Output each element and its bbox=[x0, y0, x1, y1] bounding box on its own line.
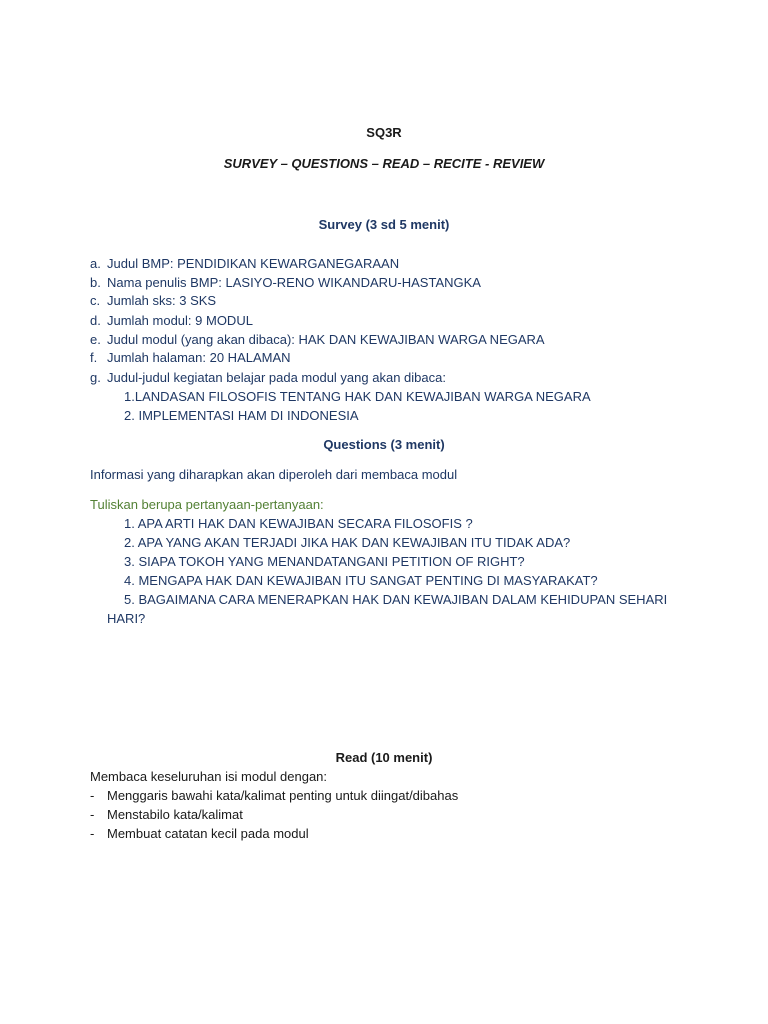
read-bullet: - bbox=[90, 788, 95, 803]
survey-heading: Survey (3 sd 5 menit) bbox=[318, 217, 450, 232]
survey-item-marker: e. bbox=[90, 332, 101, 347]
survey-item-marker: d. bbox=[90, 313, 101, 328]
survey-item-marker: g. bbox=[90, 370, 101, 385]
read-bullet: - bbox=[90, 807, 95, 822]
survey-item-marker: b. bbox=[90, 275, 101, 290]
questions-prompt: Tuliskan berupa pertanyaan-pertanyaan: bbox=[90, 497, 324, 512]
read-heading: Read (10 menit) bbox=[335, 750, 433, 765]
survey-item-text: Jumlah halaman: 20 HALAMAN bbox=[107, 350, 291, 365]
question-item: 1. APA ARTI HAK DAN KEWAJIBAN SECARA FILOSOFIS ? bbox=[124, 516, 473, 531]
read-bullet: - bbox=[90, 826, 95, 841]
question-item: 4. MENGAPA HAK DAN KEWAJIBAN ITU SANGAT PENTING DI MASYARAKAT? bbox=[124, 573, 598, 588]
survey-subitem: 1.LANDASAN FILOSOFIS TENTANG HAK DAN KEWAJIBAN WARGA NEGARA bbox=[124, 389, 591, 404]
read-intro: Membaca keseluruhan isi modul dengan: bbox=[90, 769, 328, 784]
survey-item-text: Nama penulis BMP: LASIYO-RENO WIKANDARU-HASTANGKA bbox=[107, 275, 481, 290]
survey-item-text: Judul modul (yang akan dibaca): HAK DAN KEWAJIBAN WARGA NEGARA bbox=[107, 332, 545, 347]
questions-intro: Informasi yang diharapkan akan diperoleh dari membaca modul bbox=[90, 467, 458, 482]
survey-item-text: Judul BMP: PENDIDIKAN KEWARGANEGARAAN bbox=[107, 256, 400, 271]
survey-item-marker: c. bbox=[90, 293, 101, 308]
survey-subitem: 2. IMPLEMENTASI HAM DI INDONESIA bbox=[124, 408, 359, 423]
survey-item-text: Jumlah modul: 9 MODUL bbox=[107, 313, 253, 328]
survey-item-marker: a. bbox=[90, 256, 101, 271]
survey-item-text: Judul-judul kegiatan belajar pada modul yang akan dibaca: bbox=[107, 370, 446, 385]
read-item: Membuat catatan kecil pada modul bbox=[107, 826, 309, 841]
question-item-wrap: HARI? bbox=[107, 611, 146, 626]
document-subtitle: SURVEY – QUESTIONS – READ – RECITE - REVIEW bbox=[223, 156, 545, 171]
survey-item-text: Jumlah sks: 3 SKS bbox=[107, 293, 217, 308]
read-item: Menstabilo kata/kalimat bbox=[107, 807, 243, 822]
survey-item-marker: f. bbox=[90, 350, 98, 365]
question-item: 5. BAGAIMANA CARA MENERAPKAN HAK DAN KEWAJIBAN DALAM KEHIDUPAN SEHARI bbox=[124, 592, 668, 607]
question-item: 3. SIAPA TOKOH YANG MENANDATANGANI PETITION OF RIGHT? bbox=[124, 554, 525, 569]
questions-heading: Questions (3 menit) bbox=[323, 437, 445, 452]
read-item: Menggaris bawahi kata/kalimat penting untuk diingat/dibahas bbox=[107, 788, 459, 803]
document-title: SQ3R bbox=[366, 125, 402, 140]
question-item: 2. APA YANG AKAN TERJADI JIKA HAK DAN KEWAJIBAN ITU TIDAK ADA? bbox=[124, 535, 571, 550]
